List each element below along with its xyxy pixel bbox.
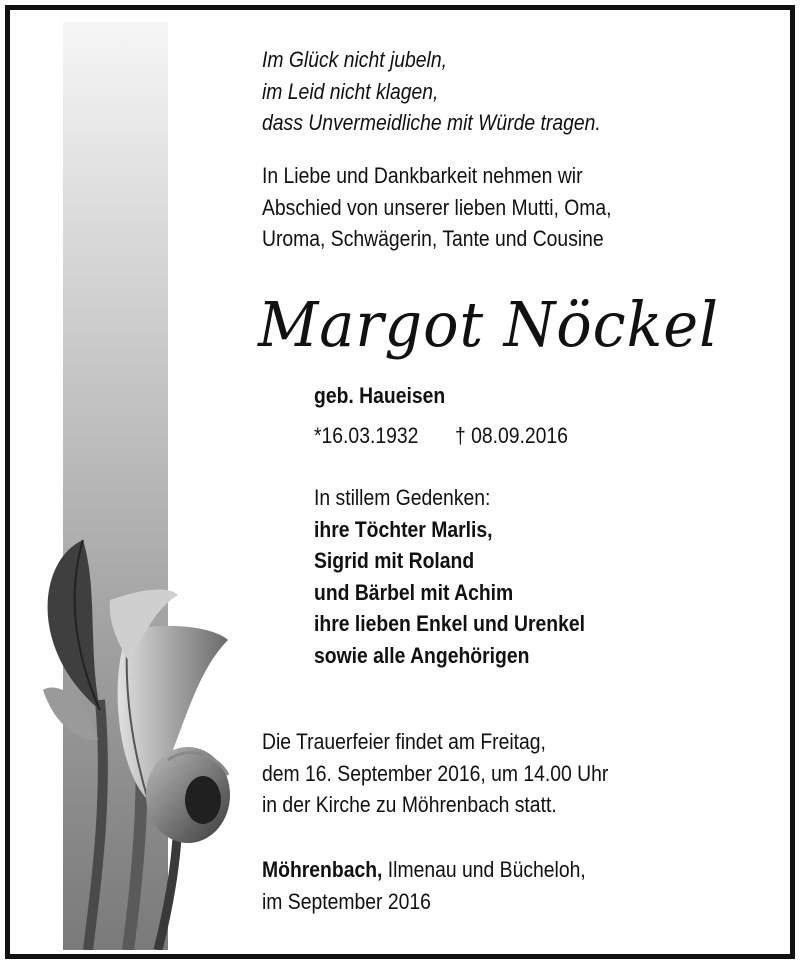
mourners-heading: In stillem Gedenken: [314, 485, 491, 510]
intro-line: In Liebe und Dankbarkeit nehmen wir [262, 163, 583, 188]
calla-lily-illustration [28, 530, 238, 950]
mourners-block [314, 482, 585, 671]
closing-place-rest: Ilmenau und Bücheloh, [382, 857, 586, 882]
motto-line: im Leid nicht klagen, [262, 78, 439, 104]
mourner-line: Sigrid mit Roland [314, 548, 475, 573]
closing [262, 854, 586, 917]
service-line: Die Trauerfeier findet am Freitag, [262, 729, 546, 754]
closing-date: im September 2016 [262, 888, 431, 914]
closing-place-bold: Möhrenbach, [262, 857, 383, 882]
intro-text [262, 160, 612, 255]
service-info [262, 726, 608, 821]
intro-line: Abschied von unserer lieben Mutti, Oma, [262, 194, 612, 220]
mourner-line: sowie alle Angehörigen [314, 642, 530, 668]
intro-line: Uroma, Schwägerin, Tante und Cousine [262, 226, 604, 251]
motto [262, 44, 601, 139]
service-line: in der Kirche zu Möhrenbach statt. [262, 792, 557, 817]
motto-line: dass Unvermeidliche mit Würde tragen. [262, 110, 601, 135]
mourner-line: ihre Töchter Marlis, [314, 516, 493, 542]
mourner-line: und Bärbel mit Achim [314, 579, 514, 605]
motto-line: Im Glück nicht jubeln, [262, 47, 447, 72]
life-dates [314, 420, 568, 452]
birth-date: *16.03.1932 [314, 423, 419, 448]
death-date: † 08.09.2016 [454, 423, 568, 448]
deceased-name: Margot Nöckel [258, 288, 719, 361]
maiden-name: geb. Haueisen [314, 383, 446, 408]
mourner-line: ihre lieben Enkel und Urenkel [314, 611, 585, 636]
service-line: dem 16. September 2016, um 14.00 Uhr [262, 760, 609, 786]
